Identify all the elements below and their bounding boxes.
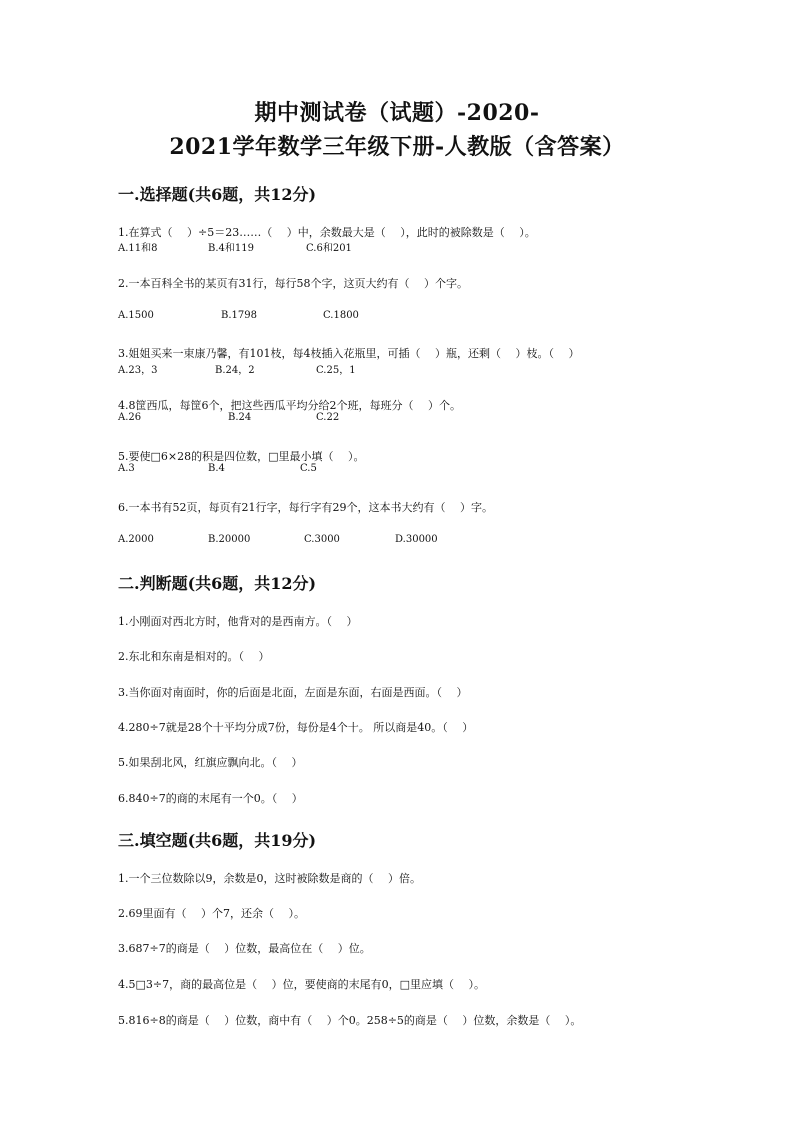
section-heading-fill: 三.填空题(共6题，共19分) [118, 831, 317, 850]
question-text: 6.840÷7的商的末尾有一个0。（ ） [118, 792, 303, 805]
options-row [118, 534, 738, 548]
option: A.23，3 [118, 365, 158, 376]
option: C.25，1 [316, 365, 356, 376]
question-text: 3.687÷7的商是（ ）位数，最高位在（ ）位。 [118, 942, 371, 955]
section-heading-judgment: 二.判断题(共6题，共12分) [118, 574, 317, 593]
question-text: 2.一本百科全书的某页有31行，每行58个字，这页大约有（ ）个字。 [118, 277, 468, 290]
question-text: 5.816÷8的商是（ ）位数，商中有（ ）个0。258÷5的商是（ ）位数，余数是（ ）。 [118, 1014, 582, 1027]
options-row [118, 239, 738, 253]
options-row [118, 412, 738, 426]
question-text: 4.8筐西瓜，每筐6个，把这些西瓜平均分给2个班，每班分（ ）个。 [118, 399, 461, 412]
option: A.3 [118, 463, 135, 474]
question-text: 1.小刚面对西北方时，他背对的是西南方。（ ） [118, 615, 358, 628]
option: B.24 [228, 412, 252, 423]
option: B.4 [208, 463, 225, 474]
options-row [118, 463, 738, 477]
question-text: 5.如果刮北风，红旗应飘向北。（ ） [118, 756, 303, 769]
option: C.5 [300, 463, 317, 474]
question-text: 5.要使□6×28的积是四位数，□里最小填（ ）。 [118, 450, 365, 463]
option: B.20000 [208, 534, 251, 545]
option: A.11和8 [118, 243, 158, 254]
option: B.24，2 [215, 365, 255, 376]
question-text: 6.一本书有52页，每页有21行字，每行字有29个，这本书大约有（ ）字。 [118, 501, 493, 514]
doc-title-line2: 2021学年数学三年级下册-人教版（含答案） [169, 134, 625, 160]
options-row [118, 310, 738, 324]
option: C.6和201 [306, 243, 352, 254]
question-text: 3.姐姐买来一束康乃馨，有101枝，每4枝插入花瓶里，可插（ ）瓶，还剩（ ）枝。（ ） [118, 347, 580, 360]
question-text: 2.69里面有（ ）个7，还余（ ）。 [118, 907, 305, 920]
option: C.22 [316, 412, 340, 423]
option: C.3000 [304, 534, 340, 545]
question-text: 1.一个三位数除以9，余数是0，这时被除数是商的（ ）倍。 [118, 872, 421, 885]
option: B.1798 [221, 310, 257, 321]
option: C.1800 [323, 310, 359, 321]
option: B.4和119 [208, 243, 254, 254]
options-row [118, 361, 738, 375]
section-heading-choice: 一.选择题(共6题，共12分) [118, 185, 317, 204]
question-text: 3.当你面对南面时，你的后面是北面，左面是东面，右面是西面。（ ） [118, 686, 468, 699]
option: D.30000 [395, 534, 438, 545]
question-text: 1.在算式（ ）÷5＝23……（ ）中，余数最大是（ ），此时的被除数是（ ）。 [118, 226, 536, 239]
question-text: 4.5□3÷7，商的最高位是（ ）位，要使商的末尾有0，□里应填（ ）。 [118, 978, 485, 991]
doc-title-line1: 期中测试卷（试题）-2020- [254, 100, 540, 126]
option: A.2000 [118, 534, 154, 545]
question-text: 4.280÷7就是28个十平均分成7份，每份是4个十。 所以商是40。（ ） [118, 721, 474, 734]
option: A.26 [118, 412, 142, 423]
option: A.1500 [118, 310, 154, 321]
question-text: 2.东北和东南是相对的。（ ） [118, 650, 270, 663]
